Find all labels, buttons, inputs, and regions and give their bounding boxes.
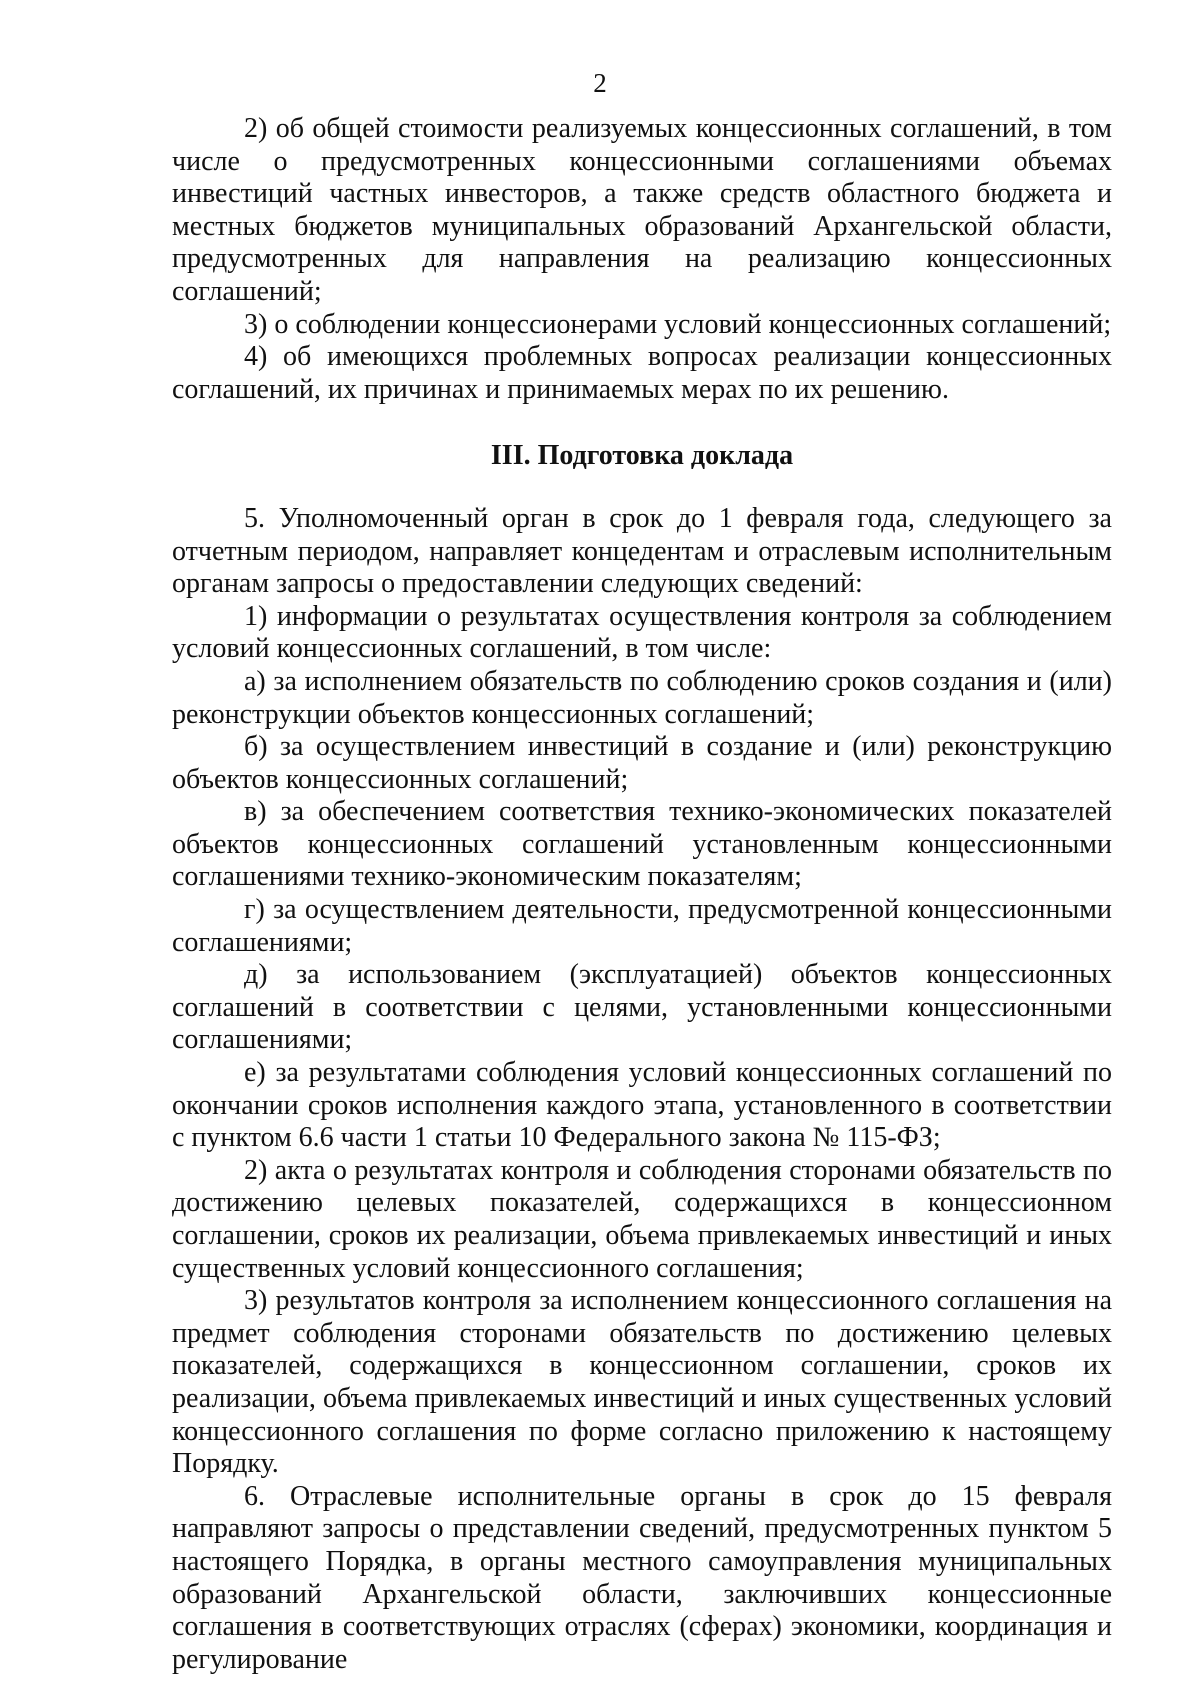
paragraph-5-intro: 5. Уполномоченный орган в срок до 1 февраля года, следующего за отчетным периодом, направляет концедентам и отраслевым исполнительным органам запросы о предоставлении следующих сведений:: [172, 502, 1112, 600]
paragraph-5-subitem-a: а) за исполнением обязательств по соблюдению сроков создания и (или) реконструкции объектов концессионных соглашений;: [172, 665, 1112, 730]
paragraph-5-subitem-v: в) за обеспечением соответствия технико-экономических показателей объектов концессионных соглашений установленным концессионными соглашениями технико-экономическим показателям;: [172, 796, 1112, 893]
page-number: 2: [593, 68, 607, 98]
paragraph-item-4: 4) об имеющихся проблемных вопросах реализации концессионных соглашений, их причинах и принимаемых мерах по их решению.: [172, 341, 1112, 405]
paragraph-5-item-2: 2) акта о результатах контроля и соблюдения сторонами обязательств по достижению целевых показателей, содержащихся в концессионном соглашении, сроков их реализации, объема привлекаемых инвестиций и иных существенных условий концессионного соглашения;: [172, 1154, 1112, 1284]
document-body: [172, 113, 1112, 1676]
paragraph-6: 6. Отраслевые исполнительные органы в срок до 15 февраля направляют запросы о представлении сведений, предусмотренных пунктом 5 настоящего Порядка, в органы местного самоуправления муниципальных образований Архангельской области, заключивших концессионные соглашения в соответствующих отраслях (сферах) экономики, координация и регулирование: [172, 1480, 1112, 1675]
paragraph-5-subitem-g: г) за осуществлением деятельности, предусмотренной концессионными соглашениями;: [172, 894, 1112, 958]
paragraph-5-item-1: 1) информации о результатах осуществления контроля за соблюдением условий концессионных соглашений, в том числе:: [172, 600, 1112, 665]
paragraph-5-subitem-e: е) за результатами соблюдения условий концессионных соглашений по окончании сроков исполнения каждого этапа, установленного в соответствии с пунктом 6.6 части 1 статьи 10 Федерального закона № 115-ФЗ;: [172, 1057, 1112, 1154]
paragraph-item-2: 2) об общей стоимости реализуемых концессионных соглашений, в том числе о предусмотренных концессионными соглашениями объемах инвестиций частных инвесторов, а также средств областного бюджета и местных бюджетов муниципальных образований Архангельской области, предусмотренных для направления на реализацию концессионных соглашений;: [172, 113, 1112, 307]
paragraph-5-item-3: 3) результатов контроля за исполнением концессионного соглашения на предмет соблюдения сторонами обязательств по достижению целевых показателей, содержащихся в концессионном соглашении, сроков их реализации, объема привлекаемых инвестиций и иных существенных условий концессионного соглашения по форме согласно приложению к настоящему Порядку.: [172, 1285, 1112, 1480]
paragraph-5-subitem-b: б) за осуществлением инвестиций в создание и (или) реконструкцию объектов концессионных соглашений;: [172, 731, 1112, 795]
section-heading: III. Подготовка доклада: [490, 440, 794, 472]
paragraph-5-subitem-d: д) за использованием (эксплуатацией) объектов концессионных соглашений в соответствии с целями, установленными концессионными соглашениями;: [172, 959, 1112, 1056]
paragraph-item-3: 3) о соблюдении концессионерами условий концессионных соглашений;: [244, 308, 1112, 340]
